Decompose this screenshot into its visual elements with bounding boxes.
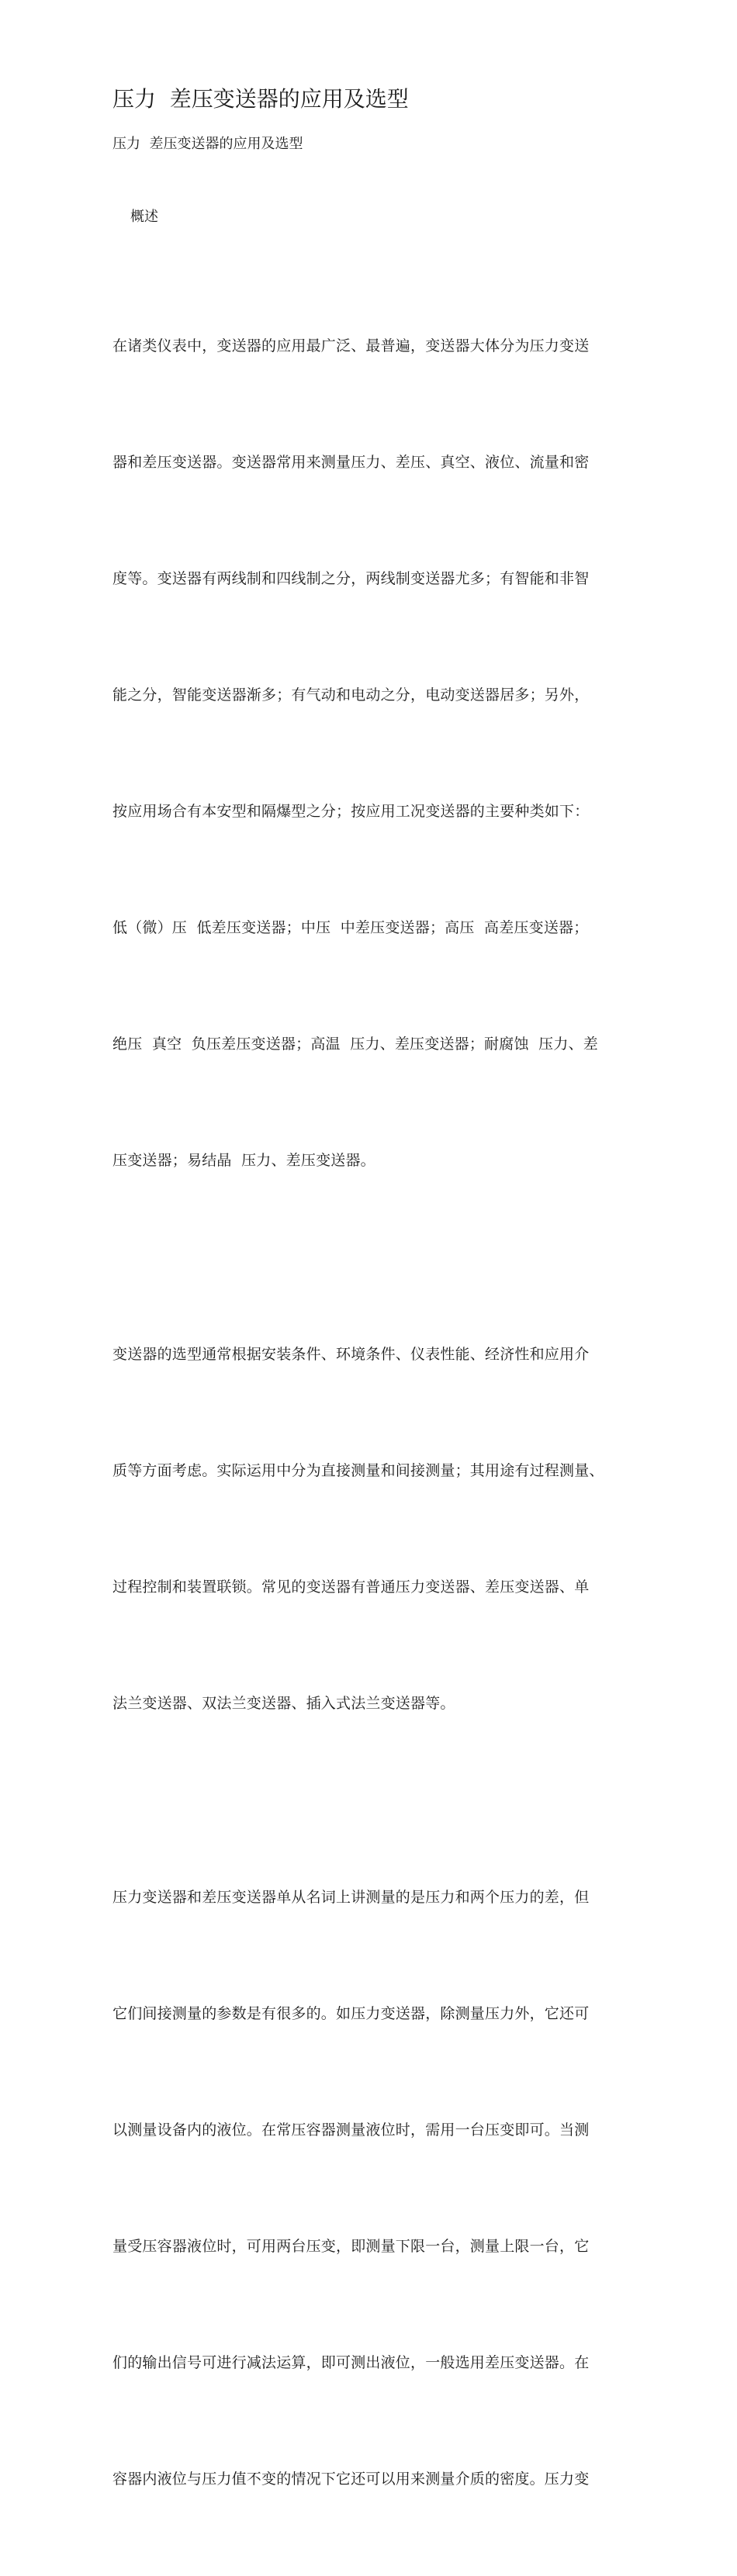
paragraph-line: 压力变送器和差压变送器单从名词上讲测量的是压力和两个压力的差，但 <box>112 1889 590 1906</box>
paragraph-2 <box>112 1257 628 1800</box>
paragraph-line: 度等。变送器有两线制和四线制之分，两线制变送器尤多；有智能和非智 <box>112 570 590 587</box>
paragraph-line: 过程控制和装置联锁。常见的变送器有普通压力变送器、差压变送器、单 <box>112 1578 590 1596</box>
paragraph-line: 容器内液位与压力值不变的情况下它还可以用来测量介质的密度。压力变 <box>112 2471 590 2488</box>
paragraph-line: 能之分，智能变送器渐多；有气动和电动之分，电动变送器居多；另外， <box>112 686 590 704</box>
paragraph-line: 法兰变送器、双法兰变送器、插入式法兰变送器等。 <box>112 1695 455 1712</box>
paragraph-line: 在诸类仪表中，变送器的应用最广泛、最普遍，变送器大体分为压力变送 <box>112 337 590 354</box>
document-title: 压力 差压变送器的应用及选型 <box>112 86 409 112</box>
paragraph-3 <box>112 1800 628 2576</box>
paragraph-line: 量受压容器液位时，可用两台压变，即测量下限一台，测量上限一台，它 <box>112 2238 590 2255</box>
paragraph-line: 以测量设备内的液位。在常压容器测量液位时，需用一台压变即可。当测 <box>112 2121 590 2139</box>
paragraph-line: 变送器的选型通常根据安装条件、环境条件、仪表性能、经济性和应用介 <box>112 1346 590 1363</box>
paragraph-line: 器和差压变送器。变送器常用来测量压力、差压、真空、液位、流量和密 <box>112 454 590 471</box>
paragraph-line: 质等方面考虑。实际运用中分为直接测量和间接测量；其用途有过程测量、 <box>112 1462 604 1479</box>
paragraph-line: 绝压 真空 负压差压变送器；高温 压力、差压变送器；耐腐蚀 压力、差 <box>112 1036 598 1053</box>
paragraph-line: 按应用场合有本安型和隔爆型之分；按应用工况变送器的主要种类如下： <box>112 803 590 820</box>
paragraph-line: 它们间接测量的参数是有很多的。如压力变送器，除测量压力外，它还可 <box>112 2005 590 2022</box>
section-heading: 概述 <box>130 209 158 225</box>
paragraph-line: 们的输出信号可进行减法运算，即可测出液位，一般选用差压变送器。在 <box>112 2354 590 2371</box>
body-text <box>112 249 628 2576</box>
document-subtitle: 压力 差压变送器的应用及选型 <box>112 136 303 152</box>
paragraph-line: 压变送器；易结晶 压力、差压变送器。 <box>112 1152 375 1169</box>
paragraph-1 <box>112 249 628 1257</box>
paragraph-line: 低（微）压 低差压变送器；中压 中差压变送器；高压 高差压变送器； <box>112 919 589 936</box>
